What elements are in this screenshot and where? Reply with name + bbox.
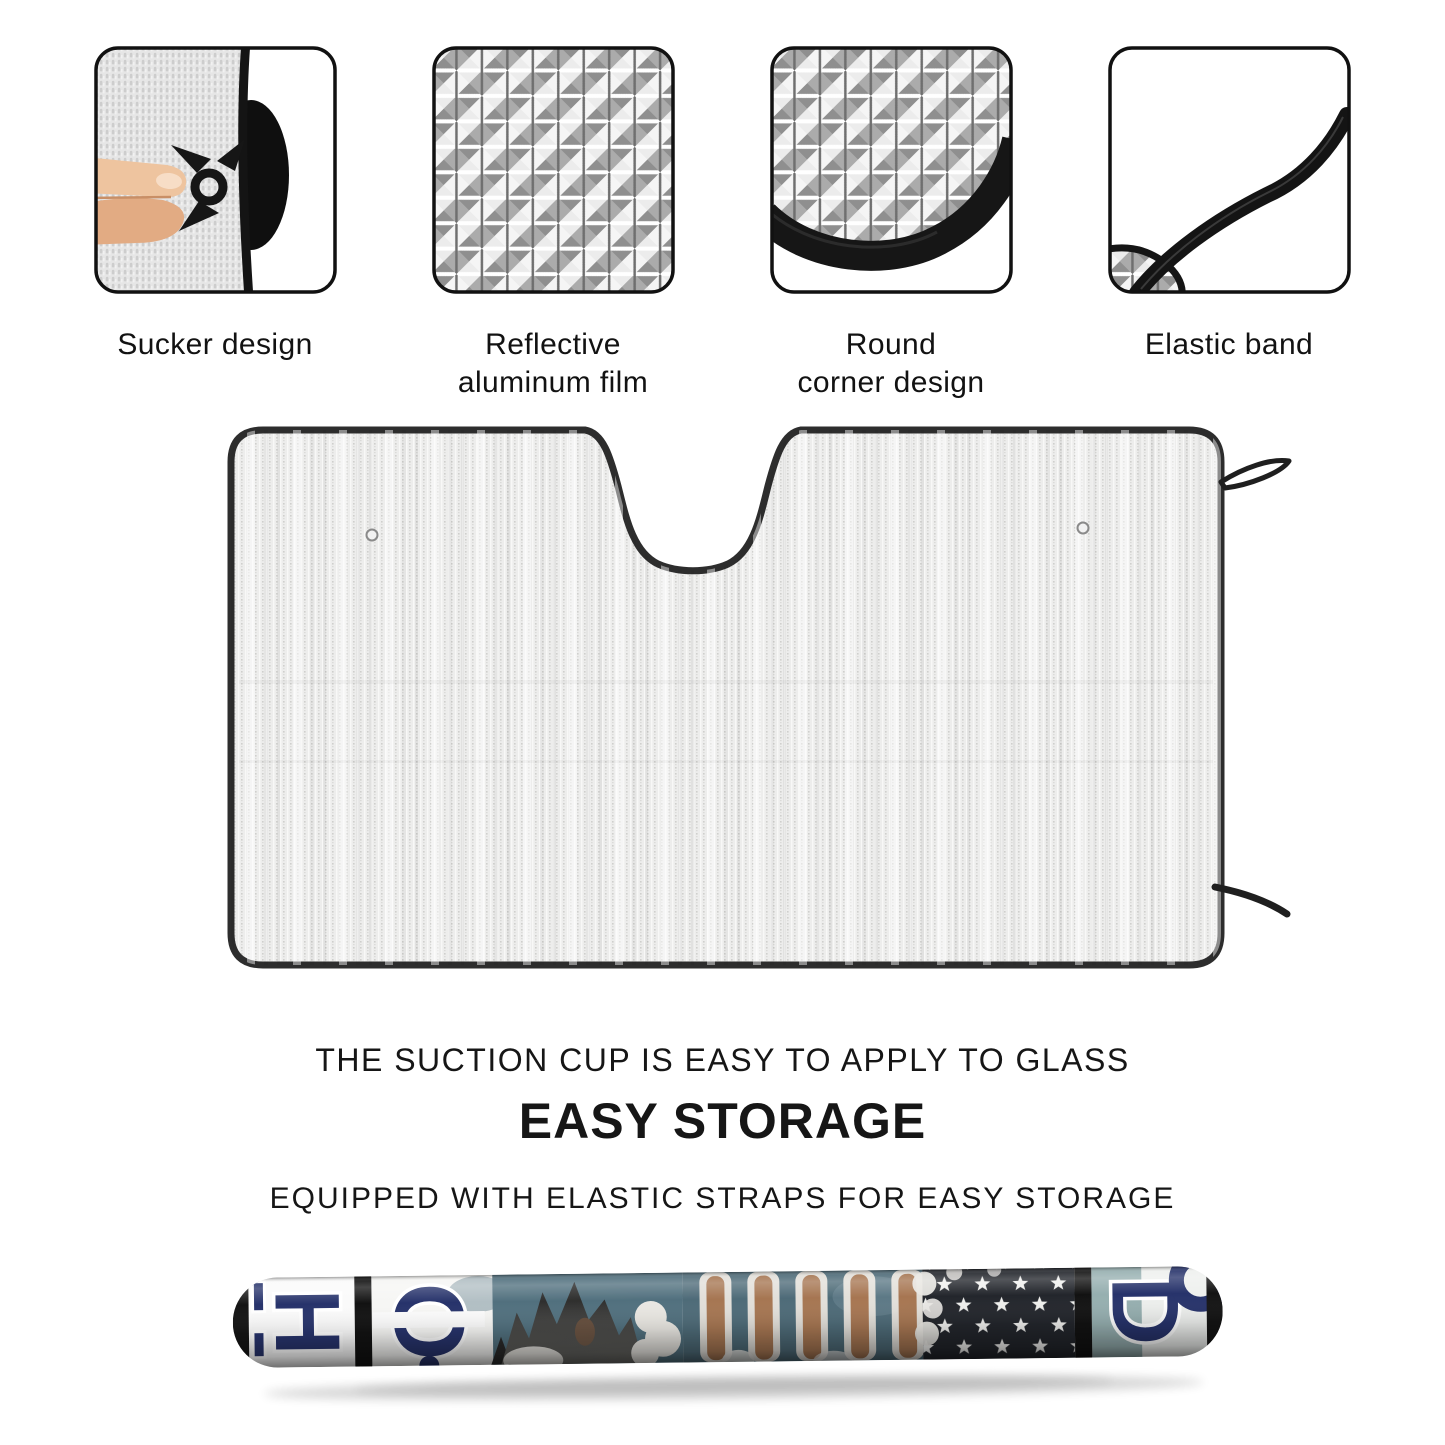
feature-label-aluminum-film [413,326,693,402]
feature-label-elastic-band [1089,326,1369,364]
aluminum-film-photo [431,45,676,295]
caption-suction-cup: THE SUCTION CUP IS EASY TO APPLY TO GLASS [315,1042,1130,1078]
feature-label-sucker-design [75,326,355,364]
sucker-design-photo [93,45,338,295]
elastic-band-photo [1107,45,1352,295]
feature-tile-elastic-band [1107,45,1352,295]
feature-label-line: aluminum film [457,366,649,399]
elastic-loop-top [1221,460,1289,488]
feature-label-line: Elastic band [1144,328,1314,361]
feature-tile-round-corner [769,45,1014,295]
feature-tile-sucker-design [93,45,338,295]
heading-easy-storage: EASY STORAGE [518,1093,927,1149]
feature-label-line: Sucker design [117,328,313,361]
suction-hole-left [367,530,378,541]
feature-label-line: Reflective [485,328,621,361]
round-corner-photo [769,45,1014,295]
feature-label-line: corner design [797,366,985,399]
caption-elastic-straps: EQUIPPED WITH ELASTIC STRAPS FOR EASY STORAGE [269,1182,1176,1215]
sunshade-front-photo [227,426,1297,969]
feature-tile-aluminum-film [431,45,676,295]
feature-label-line: Round [845,328,937,361]
elastic-strap-bottom [1215,887,1287,914]
feature-label-round-corner [751,326,1031,402]
suction-hole-right [1078,523,1089,534]
rolled-sunshade-photo [232,1250,1224,1422]
